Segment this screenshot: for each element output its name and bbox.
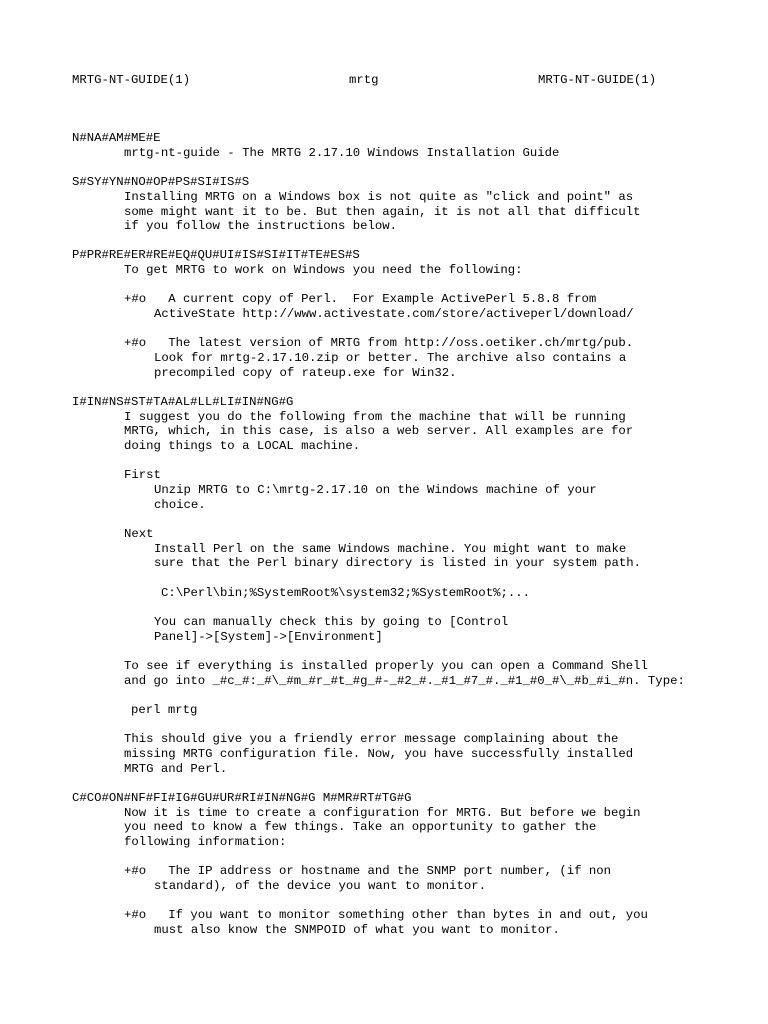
header-center: mrtg	[349, 73, 379, 87]
synopsis-line: Installing MRTG on a Windows box is not quite as "click and point" as	[124, 190, 634, 204]
section-heading-name: N#NA#AM#ME#E	[72, 131, 161, 145]
installing-intro-line: doing things to a LOCAL machine.	[124, 439, 361, 453]
step-first-text: Unzip MRTG to C:\mrtg-2.17.10 on the Windows machine of your	[154, 483, 597, 497]
synopsis-line: if you follow the instructions below.	[124, 219, 398, 233]
section-heading-prerequisites: P#PR#RE#ER#RE#EQ#QU#UI#IS#SI#IT#TE#ES#S	[72, 248, 360, 262]
prerequisite-item-mrtg: +#o The latest version of MRTG from http://oss.oetiker.ch/mrtg/pub.	[124, 336, 634, 350]
step-label-next: Next	[124, 527, 154, 541]
config-item-oid-cont: must also know the SNMPOID of what you want to monitor.	[154, 923, 560, 937]
header-right: MRTG-NT-GUIDE(1)	[538, 73, 657, 87]
prerequisites-intro: To get MRTG to work on Windows you need the following:	[124, 263, 523, 277]
step-next-text: sure that the Perl binary directory is listed in your system path.	[154, 556, 642, 570]
check-path-text: Panel]->[System]->[Environment]	[154, 630, 383, 644]
synopsis-line: some might want it to be. But then again, it is not all that difficult	[124, 205, 641, 219]
configuring-intro-line: Now it is time to create a configuration for MRTG. But before we begin	[124, 806, 641, 820]
config-item-ip-cont: standard), of the device you want to monitor.	[154, 879, 487, 893]
configuring-intro-line: you need to know a few things. Take an opportunity to gather the	[124, 820, 597, 834]
config-item-oid: +#o If you want to monitor something other than bytes in and out, you	[124, 908, 648, 922]
command-example: perl mrtg	[131, 703, 198, 717]
step-label-first: First	[124, 468, 161, 482]
header-left: MRTG-NT-GUIDE(1)	[72, 73, 191, 87]
prerequisite-item-mrtg-cont: precompiled copy of rateup.exe for Win32.	[154, 366, 457, 380]
prerequisite-item-mrtg-cont: Look for mrtg-2.17.10.zip or better. The archive also contains a	[154, 351, 627, 365]
path-example: C:\Perl\bin;%SystemRoot%\system32;%SystemRoot%;...	[161, 586, 530, 600]
check-path-text: You can manually check this by going to [Control	[154, 615, 509, 629]
section-heading-installing: I#IN#NS#ST#TA#AL#LL#LI#IN#NG#G	[72, 395, 294, 409]
section-heading-synopsis: S#SY#YN#NO#OP#PS#SI#IS#S	[72, 175, 250, 189]
installing-intro-line: MRTG, which, in this case, is also a web server. All examples are for	[124, 424, 634, 438]
prerequisite-item-perl: +#o A current copy of Perl. For Example ActivePerl 5.8.8 from	[124, 292, 597, 306]
verify-text: To see if everything is installed properly you can open a Command Shell	[124, 659, 648, 673]
step-next-text: Install Perl on the same Windows machine. You might want to make	[154, 542, 627, 556]
verify-text: and go into _#c_#:_#\_#m_#r_#t_#g_#-_#2_#._#1_#7_#._#1_#0_#\_#b_#i_#n. Type:	[124, 674, 685, 688]
section-heading-configuring: C#CO#ON#NF#FI#IG#GU#UR#RI#IN#NG#G M#MR#RT#TG#G	[72, 791, 412, 805]
name-text: mrtg-nt-guide - The MRTG 2.17.10 Windows Installation Guide	[124, 146, 560, 160]
installing-intro-line: I suggest you do the following from the machine that will be running	[124, 410, 626, 424]
configuring-intro-line: following information:	[124, 835, 287, 849]
prerequisite-item-perl-cont: ActiveState http://www.activestate.com/store/activeperl/download/	[154, 307, 634, 321]
result-text: missing MRTG configuration file. Now, you have successfully installed	[124, 747, 634, 761]
step-first-text: choice.	[154, 498, 206, 512]
result-text: This should give you a friendly error message complaining about the	[124, 732, 619, 746]
result-text: MRTG and Perl.	[124, 762, 228, 776]
config-item-ip: +#o The IP address or hostname and the SNMP port number, (if non	[124, 864, 612, 878]
